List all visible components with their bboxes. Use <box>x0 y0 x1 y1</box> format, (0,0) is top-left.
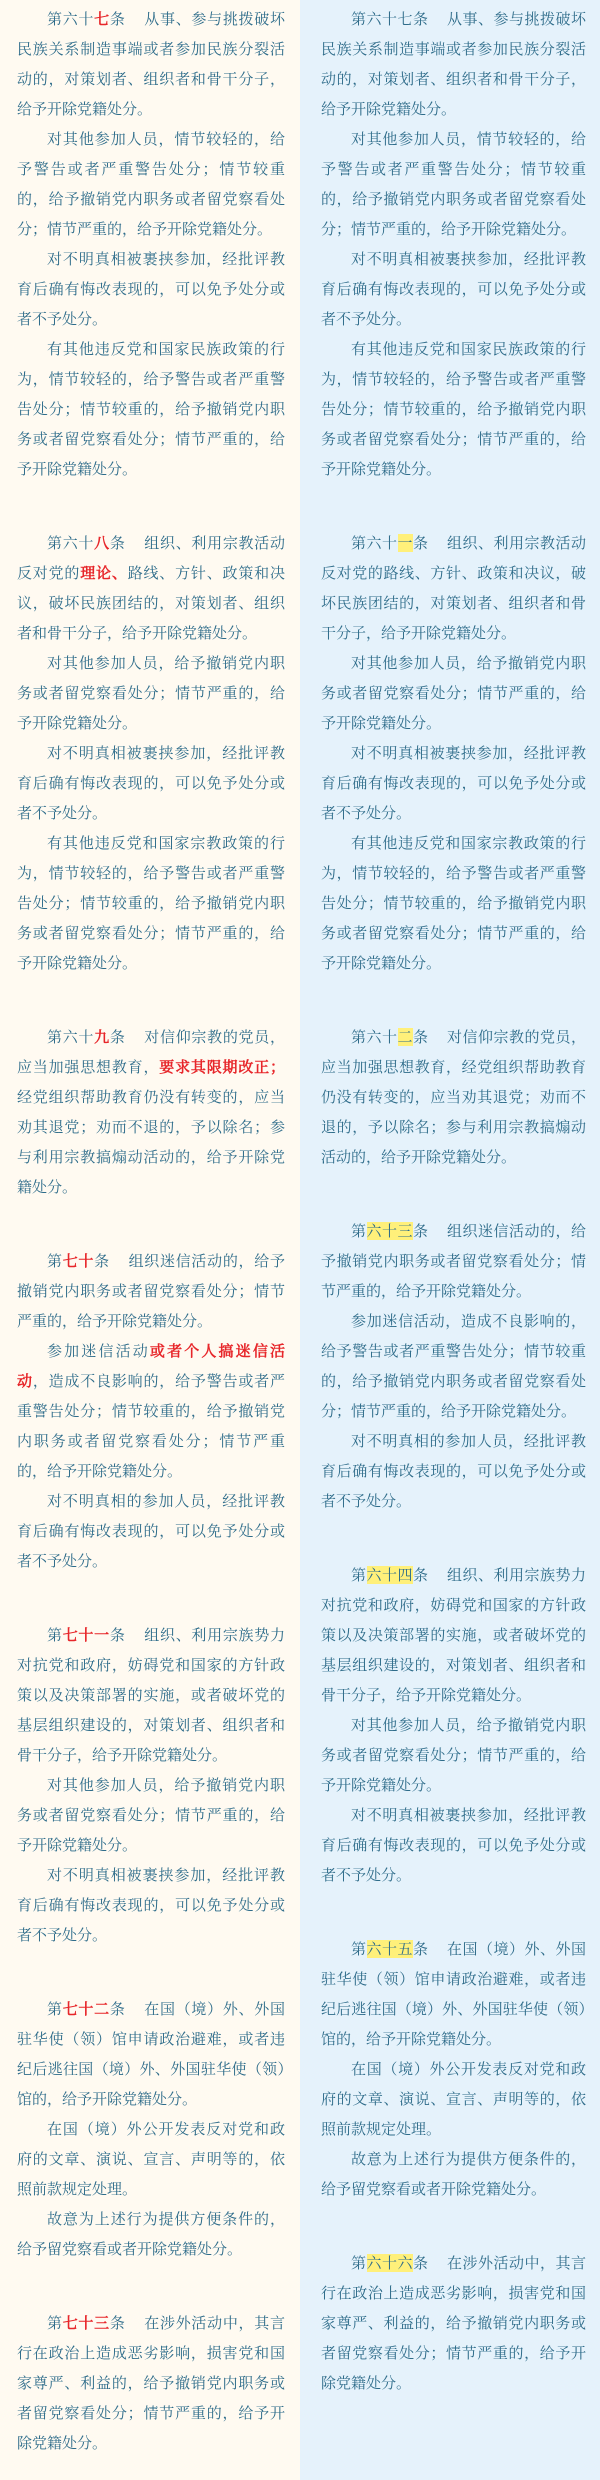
text-run: 条 <box>413 534 429 552</box>
changed-text: 要求其限期改正； <box>159 1058 285 1076</box>
text-run: 第六十 <box>351 534 398 552</box>
article-paragraph <box>17 1336 285 1486</box>
article-first-paragraph <box>321 2248 586 2398</box>
article-paragraph: 对不明真相被裹挟参加，经批评教育后确有悔改表现的，可以免予处分或者不予处分。 <box>17 250 285 328</box>
article <box>17 528 285 978</box>
article-number <box>351 2254 429 2272</box>
changed-text: 七十 <box>62 1252 95 1270</box>
article-number <box>351 1222 429 1240</box>
changed-text: 七十三 <box>62 2314 110 2332</box>
article <box>321 1216 586 1516</box>
article-lead-text: 组织、利用宗族势力对抗党和政府，妨碍党和国家的方针政策以及决策部署的实施，或者破坏党的基层组织建设的，对策划者、组织者和骨干分子，给予开除党籍处分。 <box>17 1626 285 1764</box>
text-run: 条 <box>109 1626 126 1644</box>
article-number <box>351 1566 429 1584</box>
article-paragraph: 在国（境）外公开发表反对党和政府的文章、演说、宣言、声明等的，依照前款规定处理。 <box>321 2060 586 2138</box>
article-paragraph: 对其他参加人员，情节较轻的，给予警告或者严重警告处分；情节较重的，给予撤销党内职务或者留党察看处分；情节严重的，给予开除党籍处分。 <box>17 130 285 238</box>
article-paragraph: 对其他参加人员，情节较轻的，给予警告或者严重警告处分；情节较重的，给予撤销党内职务或者留党察看处分；情节严重的，给予开除党籍处分。 <box>321 130 586 238</box>
text-run: 第 <box>47 1626 63 1644</box>
article-first-paragraph <box>321 4 586 124</box>
text-run: 第六十七条 <box>351 10 429 28</box>
text-run: 第 <box>351 2254 367 2272</box>
article-first-paragraph <box>17 4 285 124</box>
highlighted-number: 二 <box>397 1028 413 1046</box>
text-run: 条 <box>109 10 126 28</box>
article-paragraph: 对不明真相被裹挟参加，经批评教育后确有悔改表现的，可以免予处分或者不予处分。 <box>321 744 586 822</box>
article-lead-text: 在涉外活动中，其言行在政治上造成恶劣影响，损害党和国家尊严、利益的，给予撤销党内职务或者留党察看处分；情节严重的，给予开除党籍处分。 <box>321 2254 586 2392</box>
article <box>321 1934 586 2204</box>
old-version-column <box>300 0 600 2480</box>
article-paragraph: 对其他参加人员，给予撤销党内职务或者留党察看处分；情节严重的，给予开除党籍处分。 <box>17 654 285 732</box>
text-run: 第 <box>351 1566 367 1584</box>
article-paragraph: 对其他参加人员，给予撤销党内职务或者留党察看处分；情节严重的，给予开除党籍处分。 <box>321 1716 586 1794</box>
article-paragraph: 有其他违反党和国家宗教政策的行为，情节较轻的，给予警告或者严重警告处分；情节较重的，给予撤销党内职务或者留党察看处分；情节严重的，给予开除党籍处分。 <box>321 834 586 972</box>
article-paragraph: 对其他参加人员，给予撤销党内职务或者留党察看处分；情节严重的，给予开除党籍处分。 <box>17 1776 285 1854</box>
article <box>17 1022 285 1202</box>
text-run: 第六十 <box>47 534 95 552</box>
text-run: 条 <box>109 1028 126 1046</box>
highlighted-number: 一 <box>397 534 413 552</box>
highlighted-number: 六十五 <box>366 1940 413 1958</box>
article-first-paragraph <box>321 1560 586 1710</box>
changed-text: 理论、 <box>80 564 128 582</box>
changed-text: 或者个人搞迷信活动 <box>17 1342 285 1390</box>
text-run: 第 <box>47 1252 63 1270</box>
article <box>321 2248 586 2398</box>
article-paragraph: 对不明真相被裹挟参加，经批评教育后确有悔改表现的，可以免予处分或者不予处分。 <box>321 1806 586 1884</box>
article-number <box>351 534 429 552</box>
text-run: 对不明真相的参加人员，经批评教育后确有悔改表现的，可以免予处分或者不予处分。 <box>17 1492 285 1570</box>
article-paragraph: 对不明真相的参加人员，经批评教育后确有悔改表现的，可以免予处分或者不予处分。 <box>321 1432 586 1510</box>
article <box>17 4 285 484</box>
article-number <box>47 2314 126 2332</box>
article-paragraph: 参加迷信活动，造成不良影响的，给予警告或者严重警告处分；情节较重的，给予撤销党内职务或者留党察看处分；情节严重的，给予开除党籍处分。 <box>321 1312 586 1420</box>
text-run: 条 <box>94 1252 110 1270</box>
text-run: 条 <box>109 2000 126 2018</box>
article <box>321 4 586 484</box>
article-paragraph <box>17 1486 285 1576</box>
article <box>17 1246 285 1576</box>
article <box>321 1022 586 1172</box>
text-run: 第六十 <box>47 1028 95 1046</box>
changed-text: 七 <box>94 10 110 28</box>
article-paragraph: 对其他参加人员，给予撤销党内职务或者留党察看处分；情节严重的，给予开除党籍处分。 <box>321 654 586 732</box>
text-run: 组织、利用宗教活动反对党的 <box>17 534 285 582</box>
text-run: 条 <box>413 1566 429 1584</box>
text-run: 条 <box>109 2314 126 2332</box>
article <box>321 1560 586 1890</box>
article-paragraph: 有其他违反党和国家宗教政策的行为，情节较轻的，给予警告或者严重警告处分；情节较重的，给予撤销党内职务或者留党察看处分；情节严重的，给予开除党籍处分。 <box>17 834 285 972</box>
text-run: 路线、方针、政策和决议，破坏民族团结的，对策划者、组织者和骨干分子，给予开除党籍处分。 <box>17 564 285 642</box>
highlighted-number: 六十三 <box>366 1222 413 1240</box>
article-first-paragraph <box>17 1620 285 1770</box>
article-lead-text: 组织迷信活动的，给予撤销党内职务或者留党察看处分；情节严重的，给予开除党籍处分。 <box>321 1222 586 1300</box>
text-run: 第六十 <box>351 1028 398 1046</box>
changed-text: 八 <box>94 534 110 552</box>
text-run: 条 <box>413 2254 429 2272</box>
article-paragraph: 在国（境）外公开发表反对党和政府的文章、演说、宣言、声明等的，依照前款规定处理。 <box>17 2120 285 2198</box>
article-number <box>47 2000 126 2018</box>
article-lead-text: 从事、参与挑拨破坏民族关系制造事端或者参加民族分裂活动的，对策划者、组织者和骨干分子，给予开除党籍处分。 <box>17 10 285 118</box>
text-run: 第六十 <box>47 10 95 28</box>
changed-text: 七十二 <box>62 2000 110 2018</box>
text-run: 第 <box>351 1222 367 1240</box>
article-first-paragraph <box>17 2308 285 2458</box>
article-paragraph: 对不明真相被裹挟参加，经批评教育后确有悔改表现的，可以免予处分或者不予处分。 <box>17 1866 285 1944</box>
article-paragraph: 有其他违反党和国家民族政策的行为，情节较轻的，给予警告或者严重警告处分；情节较重的，给予撤销党内职务或者留党察看处分；情节严重的，给予开除党籍处分。 <box>17 340 285 478</box>
article-paragraph: 故意为上述行为提供方便条件的，给予留党察看或者开除党籍处分。 <box>321 2150 586 2198</box>
text-run: ，造成不良影响的，给予警告或者严重警告处分；情节较重的，给予撤销党内职务或者留党察看处分；情节严重的，给予开除党籍处分。 <box>17 1372 285 1480</box>
article-paragraph: 对不明真相被裹挟参加，经批评教育后确有悔改表现的，可以免予处分或者不予处分。 <box>321 250 586 328</box>
article-number <box>47 1028 126 1046</box>
text-run: 条 <box>109 534 126 552</box>
article-lead-text: 从事、参与挑拨破坏民族关系制造事端或者参加民族分裂活动的，对策划者、组织者和骨干分子，给予开除党籍处分。 <box>321 10 586 118</box>
text-run: 参加迷信活动 <box>47 1342 150 1360</box>
article-first-paragraph <box>17 1022 285 1202</box>
article-first-paragraph <box>17 528 285 648</box>
article-first-paragraph <box>17 1246 285 1336</box>
article-lead-text: 组织、利用宗教活动反对党的路线、方针、政策和决议，破坏民族团结的，对策划者、组织者和骨干分子，给予开除党籍处分。 <box>321 534 586 642</box>
text-run: 第 <box>351 1940 367 1958</box>
article-number <box>47 1626 126 1644</box>
text-run: 对信仰宗教的党员，应当加强思想教育， <box>17 1028 285 1076</box>
changed-text: 七十一 <box>62 1626 110 1644</box>
article <box>17 1620 285 1950</box>
article-first-paragraph <box>17 1994 285 2114</box>
text-run: 条 <box>413 1222 429 1240</box>
article-first-paragraph <box>321 1022 586 1172</box>
article-number <box>47 10 126 28</box>
article-number <box>47 534 126 552</box>
article-paragraph: 对不明真相被裹挟参加，经批评教育后确有悔改表现的，可以免予处分或者不予处分。 <box>17 744 285 822</box>
highlighted-number: 六十四 <box>366 1566 413 1584</box>
article-lead-text: 组织迷信活动的，给予撤销党内职务或者留党察看处分；情节严重的，给予开除党籍处分。 <box>17 1252 285 1330</box>
article <box>321 528 586 978</box>
text-run: 条 <box>413 1940 429 1958</box>
article-lead-text: 组织、利用宗族势力对抗党和政府，妨碍党和国家的方针政策以及决策部署的实施，或者破坏党的基层组织建设的，对策划者、组织者和骨干分子，给予开除党籍处分。 <box>321 1566 586 1704</box>
text-run: 第 <box>47 2000 63 2018</box>
article <box>17 2308 285 2458</box>
article-lead-text: 在国（境）外、外国驻华使（领）馆申请政治避难，或者违纪后逃往国（境）外、外国驻华使（领）馆的，给予开除党籍处分。 <box>17 2000 285 2108</box>
article-number <box>47 1252 110 1270</box>
article-number <box>351 1028 429 1046</box>
highlighted-number: 六十六 <box>366 2254 413 2272</box>
text-run: 经党组织帮助教育仍没有转变的，应当劝其退党；劝而不退的，予以除名；参与利用宗教搞煽动活动的，给予开除党籍处分。 <box>17 1088 285 1196</box>
changed-text: 九 <box>94 1028 110 1046</box>
article-paragraph: 有其他违反党和国家民族政策的行为，情节较轻的，给予警告或者严重警告处分；情节较重的，给予撤销党内职务或者留党察看处分；情节严重的，给予开除党籍处分。 <box>321 340 586 478</box>
article-first-paragraph <box>321 1934 586 2054</box>
article-first-paragraph <box>321 1216 586 1306</box>
article-lead-text: 在涉外活动中，其言行在政治上造成恶劣影响，损害党和国家尊严、利益的，给予撤销党内职务或者留党察看处分；情节严重的，给予开除党籍处分。 <box>17 2314 285 2452</box>
article-lead-text: 对信仰宗教的党员，应当加强思想教育，经党组织帮助教育仍没有转变的，应当劝其退党；劝而不退的，予以除名；参与利用宗教搞煽动活动的，给予开除党籍处分。 <box>321 1028 586 1166</box>
article <box>17 1994 285 2264</box>
article-first-paragraph <box>321 528 586 648</box>
text-run: 条 <box>413 1028 429 1046</box>
article-lead-text: 在国（境）外、外国驻华使（领）馆申请政治避难，或者违纪后逃往国（境）外、外国驻华使（领）馆的，给予开除党籍处分。 <box>321 1940 586 2048</box>
article-number <box>351 10 429 28</box>
article-number <box>351 1940 429 1958</box>
article-paragraph: 故意为上述行为提供方便条件的，给予留党察看或者开除党籍处分。 <box>17 2210 285 2258</box>
text-run: 第 <box>47 2314 63 2332</box>
